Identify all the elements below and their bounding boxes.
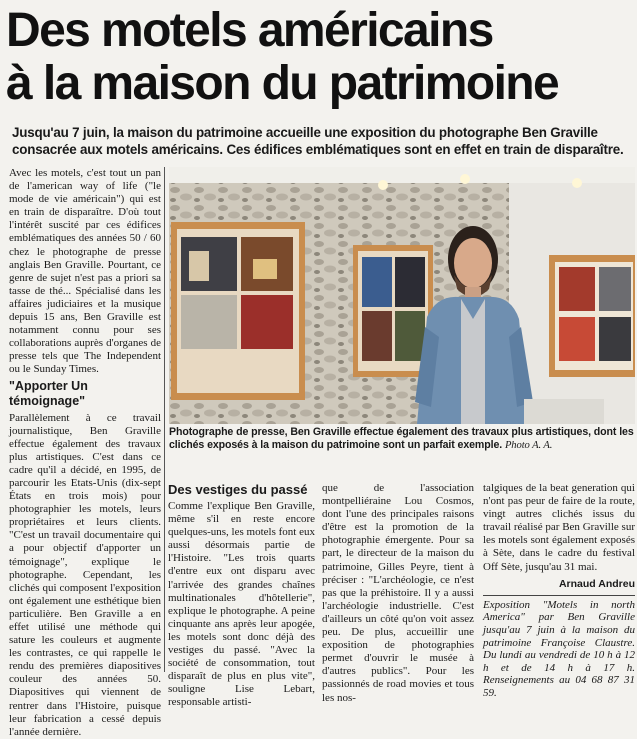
photo-credit: Photo A. A.: [504, 440, 553, 451]
column-2-subhead: Des vestiges du passé: [168, 482, 308, 497]
headline: [6, 4, 634, 110]
column-3-paragraph-1: que de l'association montpelliéraine Lou Cosmos, dont l'une des principales raisons d'être est la promotion de la photographie émergente. Pour sa part, le directeur de la maison du patrimoine, Gilles Peyre, tient à préciser : "L'archéologie, ce n'est pas que la préhistoire. Il y a aussi l'archéologie industrielle. C'est d'ailleurs un côté qu'on voit assez peu. De plus, accueillir une exposition de photographies permet d'ouvrir le musée à d'autres publics". Pour les passionnés de road movies et tous les nos-: [322, 482, 474, 704]
framed-print-left: [171, 222, 305, 400]
exhibition-info: Exposition "Motels in north America" par Ben Graville jusqu'au 7 juin à la maison du patrimoine Françoise Claustre. Du lundi au vendredi de 10 h à 12 h et de 14 h à 17 h. Renseignements au 04 68 87 31 59.: [483, 595, 635, 700]
headline-line-2: à la maison du patrimoine: [6, 57, 559, 110]
lead-paragraph: Jusqu'au 7 juin, la maison du patrimoine accueille une exposition du photographe Ben Graville consacrée aux motels américains. Ces édifices emblématiques sont en effet en train de disparaître.: [12, 125, 624, 157]
column-2-paragraph-1: Comme l'explique Ben Graville, même s'il en reste encore quelques-uns, les motels font eux aussi désormais partie de l'Histoire. "Les trois quarts d'entre eux ont disparu avec l'arrivée des grandes chaînes multinationales d'hôtellerie", explique le photographe. A peine cinquante ans après leur apogée, les motels sont donc déjà des vestiges du passé. "Avec la société de consommation, tout disparaît de plus en plus vite", souligne Lise Lebart, responsable artisti-: [168, 500, 315, 709]
headline-line-1: Des motels américains: [6, 4, 493, 57]
column-4-paragraph-1: talgiques de la beat generation qui n'ont pas peur de faire de la route, vingt autres clichés issus du travail réalisé par Ben Graville sur les motels sont également exposés à Sète, dans le cadre du festival Off Sète, jusqu'au 31 mai.: [483, 482, 635, 573]
column-4: [483, 482, 635, 700]
column-1-paragraph-2: Parallèlement à ce travail journalistique, Ben Graville effectue également des travaux plus artistiques. C'est dans ce cadre qu'il a décidé, en 1995, de parcourir les Etats-Unis (dix-sept États en trois mois) pour photographier les motels, leurs propriétaires et leurs clients. "C'est un travail documentaire qui a pour objectif d'apporter un témoignage", explique le photographe. Cependant, les clichés qui composent l'exposition ont également une esthétique bien particulière. Ben Graville a en effet utilisé une méthode qui sature les couleurs et augmente les contrastes, ce qui rappelle le rendu des premières diapositives couleur des années 50. Diapositives qui viennent de rentrer dans l'Histoire, puisque leur fabrication a cessé depuis l'année dernière.: [9, 411, 161, 738]
column-divider: [164, 167, 165, 672]
author-signature: Arnaud Andreu: [558, 577, 635, 590]
column-3: [322, 482, 474, 705]
photo-caption: [169, 426, 635, 452]
photo-illustration: [169, 167, 635, 424]
column-2: [168, 482, 315, 710]
spotlight-icon: [460, 174, 470, 184]
article-photo: [169, 167, 635, 424]
column-1: [9, 167, 161, 739]
spotlight-icon: [378, 180, 388, 190]
framed-print-right: [549, 255, 635, 377]
spotlight-icon: [572, 178, 582, 188]
caption-text: Photographe de presse, Ben Graville effectue également des travaux plus artistiques, dont les clichés exposés à la maison du patrimoine sont un parfait exemple.: [169, 426, 634, 451]
column-1-paragraph-1: Avec les motels, c'est tout un pan de l'american way of life ("le mode de vie américain") qui est en train de disparaître. D'où tout l'intérêt suscité par ces édifices emblématiques des années 50 / 60 chez le photographe de presse anglais Ben Graville. Pourtant, ce genre de sujet n'est pas a priori sa tasse de thé... Spécialisé dans les affaires judiciaires et la musique depuis 15 ans, Ben Graville est notamment connu pour ses collaborations auprès d'organes de presse tels que The Independent ou le Sunday Times.: [9, 167, 161, 376]
column-1-subhead: "Apporter Un témoignage": [9, 378, 88, 408]
